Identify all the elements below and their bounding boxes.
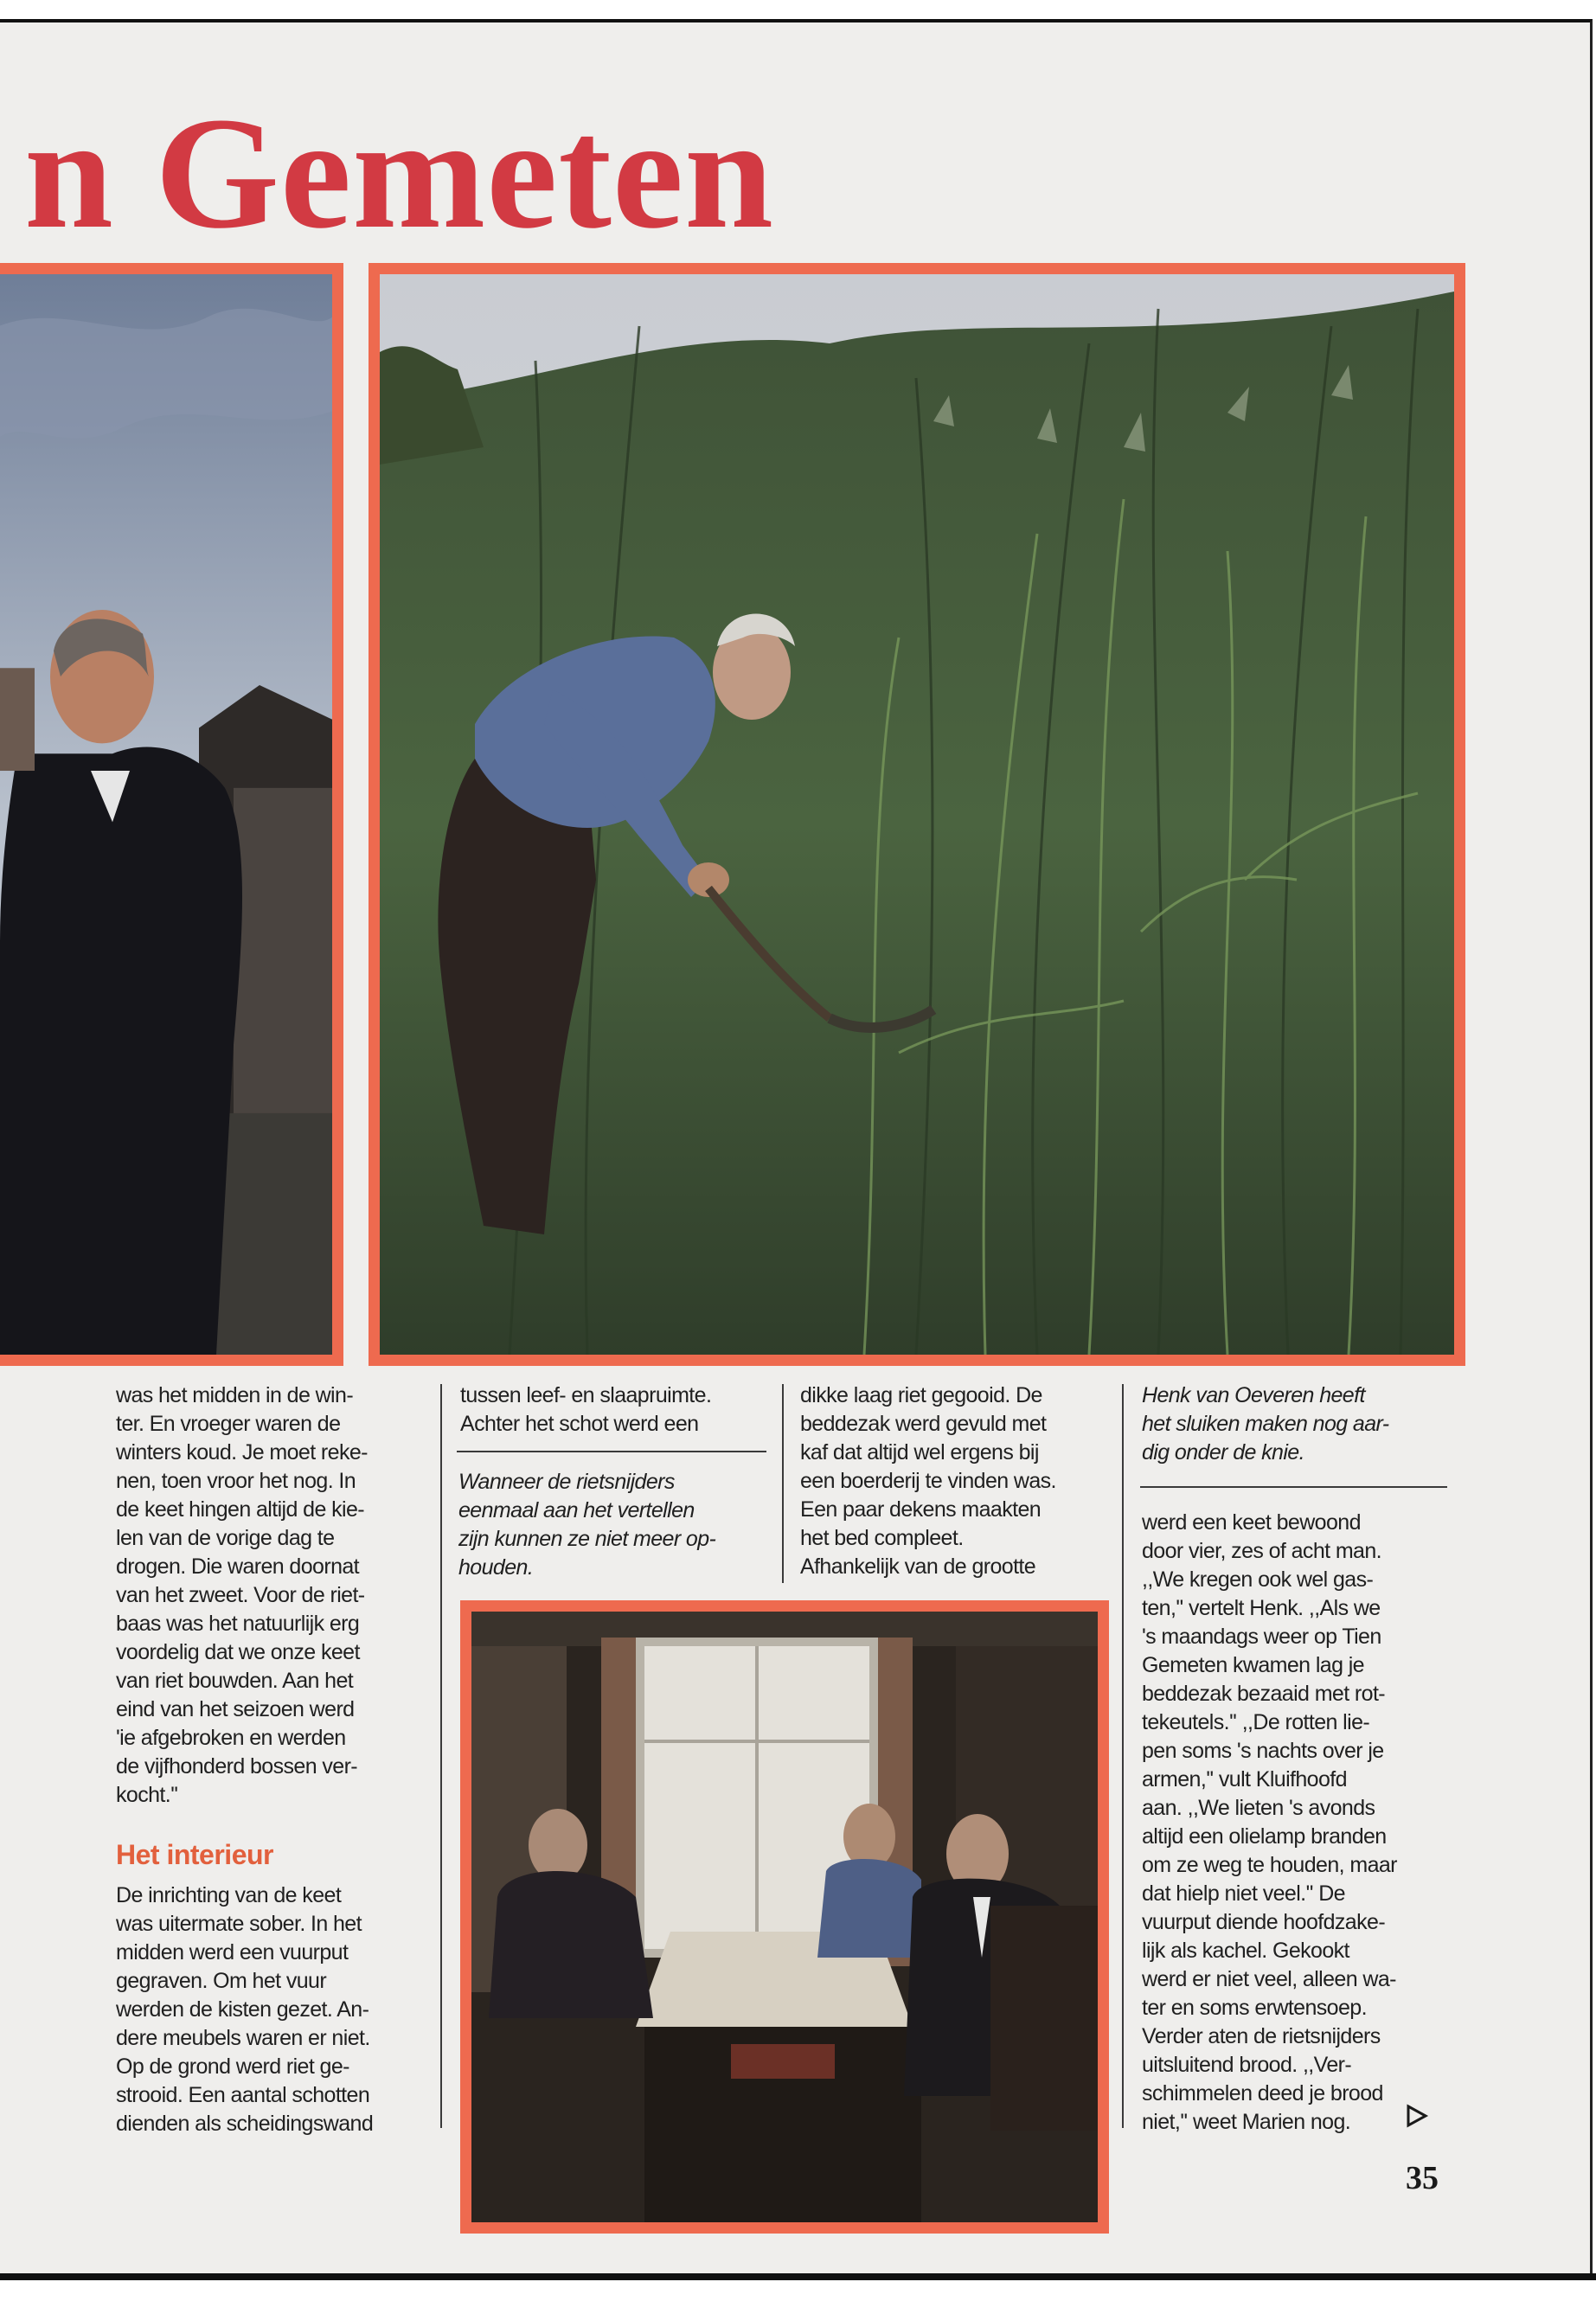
caption-rule: [457, 1451, 766, 1452]
page-number: 35: [1406, 2160, 1439, 2196]
column-divider: [440, 1384, 442, 2128]
subheading-het-interieur: Het interieur: [116, 1839, 273, 1870]
portrait-photo: [0, 263, 343, 1366]
reed-cutter-photo: [369, 263, 1465, 1366]
interior-photo: [460, 1600, 1109, 2234]
interior-image-icon: [471, 1612, 1098, 2222]
column-divider: [782, 1384, 784, 1583]
reed-cutter-image-icon: [380, 274, 1454, 1355]
portrait-image-icon: [0, 274, 332, 1355]
article-column-1-continued: De inrichting van de keet was uitermate sober. In het midden werd een vuurput gegraven. Om het vuur werden de kisten gezet. An- dere meubels waren er niet. Op de grond werd riet ge- strooid. Een aantal schotten dienden als scheidingswand: [116, 1883, 374, 2136]
article-column-4: werd een keet bewoond door vier, zes of acht man. ,,We kregen ook wel gas- ten,'' vertelt Henk. ,,Als we 's maandags weer op Tien Gemeten kwamen lag je beddezak bezaaid met rot- tekeutels.'' ,,De rotten lie- pen soms 's nachts over je armen,'' vult Kluifhoofd aan. ,,We lieten 's avonds altijd een olielamp branden om ze weg te houden, maar dat hielp niet veel.'' De vuurput diende hoofdzake- lijk als kachel. Gekookt werd er niet veel, alleen wa- ter en soms erwtensoep. Verder aten de rietsnijders uitsluitend brood. ,,Ver- schimmelen deed je brood niet,'' weet Marien nog.: [1142, 1510, 1397, 2134]
caption-rietsnijders: Wanneer de rietsnijders eenmaal aan het vertellen zijn kunnen ze niet meer op- houden.: [458, 1470, 716, 1580]
article-column-3: dikke laag riet gegooid. De beddezak werd gevuld met kaf dat altijd wel ergens bij een boerderij te vinden was. Een paar dekens maakten het bed compleet. Afhankelijk van de grootte: [800, 1383, 1056, 1579]
caption-henk-van-oeveren: Henk van Oeveren heeft het sluiken maken nog aar- dig onder de knie.: [1142, 1383, 1389, 1465]
article-column-2: tussen leef- en slaapruimte. Achter het schot werd een: [460, 1383, 712, 1436]
page-title: n Gemeten: [24, 85, 774, 262]
caption-rule: [1140, 1486, 1447, 1488]
continue-triangle-icon: [1405, 2104, 1429, 2128]
column-divider: [1122, 1384, 1124, 2128]
article-column-1: was het midden in de win- ter. En vroeger waren de winters koud. Je moet reke- nen, toen vroor het nog. In de keet hingen altijd de kie- len van de vorige dag te drogen. Die waren doornat van het zweet. Voor de riet- baas was het natuurlijk erg voordelig dat we onze keet van riet bouwden. Aan het eind van het seizoen werd 'ie afgebroken en werden de vijfhonderd bossen ver- kocht.'': [116, 1383, 368, 1807]
bottom-rule: [0, 2273, 1596, 2280]
